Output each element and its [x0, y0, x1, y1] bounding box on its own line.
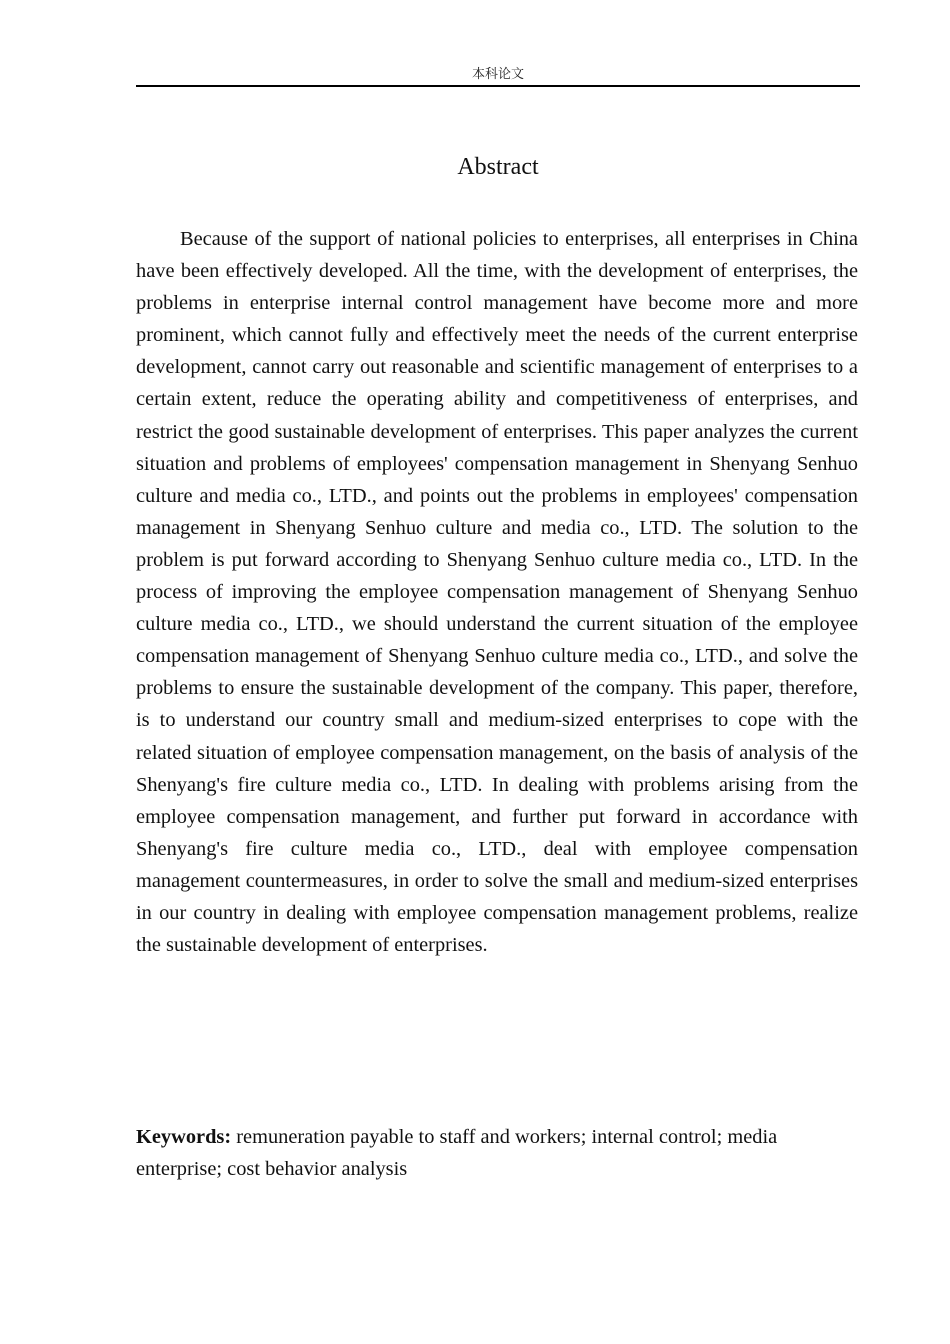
abstract-body: Because of the support of national policies to enterprises, all enterprises in China have been effectively developed. All the time, with the development of enterprises, the problems in enterprise internal control management have become more and more prominent, which cannot fully and effectively meet the needs of the current enterprise development, cannot carry out reasonable and scientific management of enterprises to a certain extent, reduce the operating ability and competitiveness of enterprises, and restrict the good sustainable development of enterprises. This paper analyzes the current situation and problems of employees' compensation management in Shenyang Senhuo culture and media co., LTD., and points out the problems in employees' compensation management in Shenyang Senhuo culture and media co., LTD. The solution to the problem is put forward according to Shenyang Senhuo culture media co., LTD. In the process of improving the employee compensation management of Shenyang Senhuo culture media co., LTD., we should understand the current situation of the employee compensation management of Shenyang Senhuo culture media co., LTD., and solve the problems to ensure the sustainable development of the company. This paper, therefore, is to understand our country small and medium-sized enterprises to cope with the related situation of employee compensation management, on the basis of analysis of the Shenyang's fire culture media co., LTD. In dealing with problems arising from the employee compensation management, and further put forward in accordance with Shenyang's fire culture media co., LTD., deal with employee compensation management countermeasures, in order to solve the small and medium-sized enterprises in our country in dealing with employee compensation management problems, realize the sustainable development of enterprises. — [136, 228, 858, 957]
header-rule — [136, 85, 860, 87]
abstract-title: Abstract — [457, 154, 539, 180]
keywords-text: remuneration payable to staff and workers; internal control; media enterprise; cost behavior analysis — [136, 1126, 778, 1180]
page-header: 本科论文 — [471, 67, 524, 82]
keywords-line — [136, 1121, 858, 1185]
keywords-label: Keywords: — [136, 1126, 232, 1148]
